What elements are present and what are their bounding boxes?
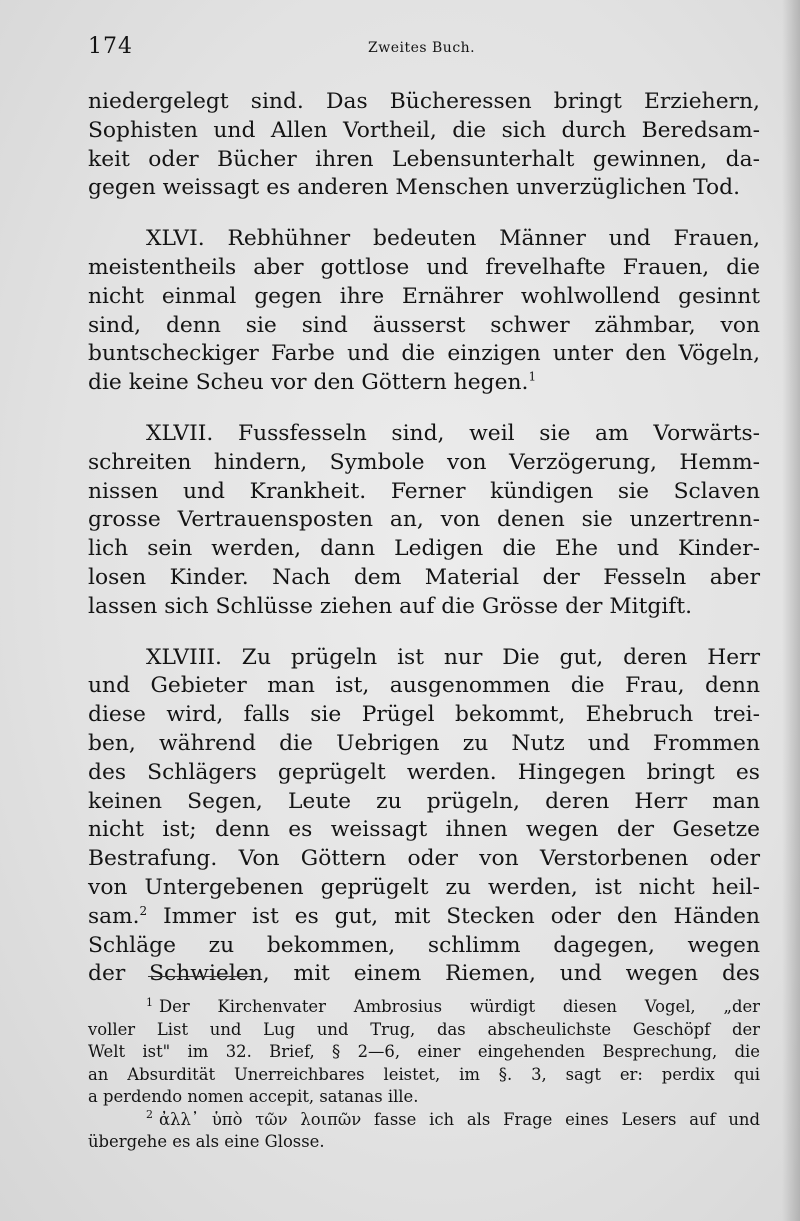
text-line: lich sein werden, dann Ledigen die Ehe und Kinder- [88, 536, 760, 562]
text-line: gegen weissagt es anderen Menschen unverzüglichen Tod. [88, 175, 741, 201]
text-line: XLVI. Rebhühner bedeuten Männer und Frauen, [146, 226, 760, 252]
footnote-reference: 1 [528, 369, 537, 384]
footnote-line-content: ἀλλ᾽ ὑπὸ τῶν λοιπῶν fasse ich als Frage eines Lesers auf und [159, 1109, 760, 1129]
paragraph-continued [88, 88, 760, 203]
paragraph-xlvii [88, 420, 760, 622]
text-line: der Schwielen, mit einem Riemen, und wegen des [88, 961, 760, 987]
footnote-line-content: Der Kirchenvater Ambrosius würdigt diesen Vogel, „der [159, 997, 760, 1016]
text-line: keinen Segen, Leute zu prügeln, deren Herr man [88, 788, 760, 814]
running-head: Zweites Buch. [368, 40, 476, 56]
page-header [88, 34, 768, 74]
text-line: des Schlägers geprügelt werden. Hingegen bringt es [88, 759, 760, 785]
footnote-line [88, 996, 760, 1019]
text-line-content: sam. [88, 903, 140, 929]
footnotes [88, 996, 760, 1154]
page-edge-shadow [782, 0, 800, 1221]
paragraph-xlviii [88, 644, 760, 990]
footnote-1 [88, 996, 760, 1109]
text-line: Sophisten und Allen Vortheil, die sich durch Beredsam- [88, 117, 760, 143]
footnote-line: a perdendo nomen accepit, satanas ille. [88, 1087, 419, 1106]
main-text [88, 88, 760, 989]
text-line: diese wird, falls sie Prügel bekommt, Ehebruch trei- [88, 702, 760, 728]
text-line: Bestrafung. Von Göttern oder von Verstorbenen oder [88, 846, 760, 872]
footnote-mark: 2 [146, 1108, 153, 1122]
text-line [88, 369, 760, 398]
text-line: ben, während die Uebrigen zu Nutz und Frommen [88, 730, 760, 756]
footnote-2 [88, 1109, 760, 1154]
text-line: von Untergebenen geprügelt zu werden, ist nicht heil- [88, 874, 760, 900]
text-line: niedergelegt sind. Das Bücheressen bringt Erziehern, [88, 89, 760, 114]
text-line: nicht ist; denn es weissagt ihnen wegen der Gesetze [88, 817, 760, 843]
text-line: buntscheckiger Farbe und die einzigen unter den Vögeln, [88, 341, 760, 367]
text-line: losen Kinder. Nach dem Material der Fesseln aber [88, 564, 760, 590]
text-line: keit oder Bücher ihren Lebensunterhalt gewinnen, da- [88, 146, 760, 172]
footnote-line: an Absurdität Unerreichbares leistet, im §. 3, sagt er: perdix qui [88, 1064, 760, 1084]
text-line-content: die keine Scheu vor den Göttern hegen. [88, 370, 529, 396]
text-line: schreiten hindern, Symbole von Verzögerung, Hemm- [88, 449, 760, 475]
footnote-line: voller List und Lug und Trug, das abscheulichste Geschöpf der [88, 1019, 760, 1039]
footnote-line: Welt ist" im 32. Brief, § 2—6, einer eingehenden Besprechung, die [88, 1042, 760, 1061]
footnote-line: übergehe es als eine Glosse. [88, 1132, 325, 1151]
text-line: meistentheils aber gottlose und frevelhafte Frauen, die [88, 254, 760, 280]
text-line: grosse Vertrauensposten an, von denen sie unzertrenn- [88, 507, 760, 533]
text-line: sind, denn sie sind äusserst schwer zähmbar, von [88, 312, 760, 338]
footnote-separator [148, 976, 254, 977]
text-line: lassen sich Schlüsse ziehen auf die Grösse der Mitgift. [88, 593, 693, 619]
text-line: XLVII. Fussfesseln sind, weil sie am Vorwärts- [146, 420, 760, 446]
text-line-content: Immer ist es gut, mit Stecken oder den Händen [163, 903, 760, 929]
text-line: nissen und Krankheit. Ferner kündigen sie Sclaven [88, 478, 760, 504]
text-line: XLVIII. Zu prügeln ist nur Die gut, deren Herr [146, 644, 760, 670]
text-line [88, 903, 760, 932]
footnote-reference: 2 [139, 903, 148, 918]
paragraph-xlvi [88, 225, 760, 398]
footnote-line [88, 1109, 760, 1132]
text-line: und Gebieter man ist, ausgenommen die Frau, denn [88, 673, 760, 699]
text-line: nicht einmal gegen ihre Ernährer wohlwollend gesinnt [88, 283, 760, 309]
footnote-mark: 1 [146, 995, 153, 1009]
text-line: Schläge zu bekommen, schlimm dagegen, wegen [88, 932, 760, 958]
page-number: 174 [88, 34, 133, 59]
